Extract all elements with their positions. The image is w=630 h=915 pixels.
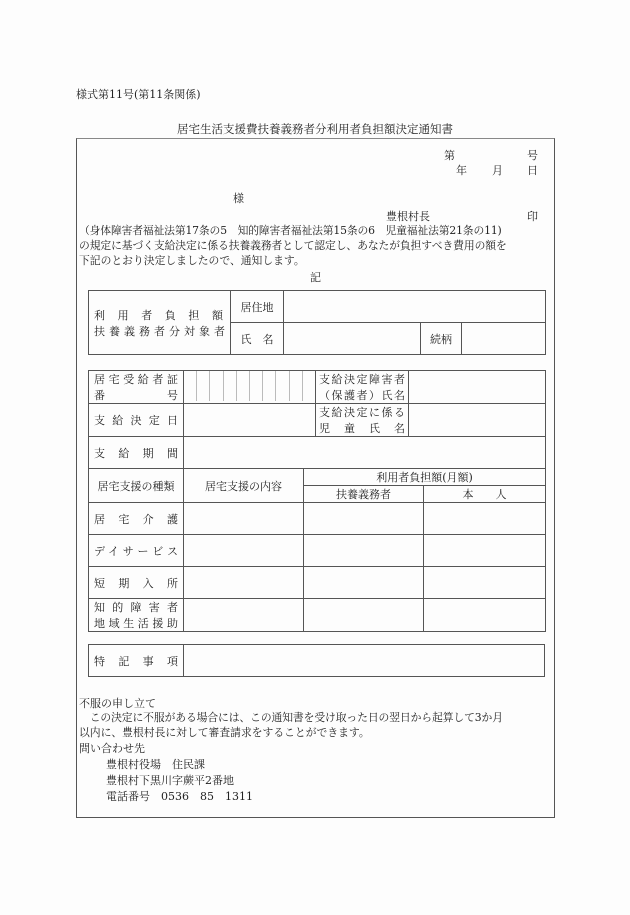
decision-person-line1: 支給決定障害者 [319,373,405,386]
body-line-3: 下記のとおり決定しましたので、通知します。 [79,254,305,267]
certificate-label-go: 号 [167,389,178,402]
seal-mark: 印 [527,210,538,223]
document-title: 居宅生活支援費扶養義務者分利用者負担額決定通知書 [177,122,453,136]
certificate-number-field[interactable] [184,371,316,404]
remarks-table [88,644,545,677]
digit-cell[interactable] [224,371,237,401]
decision-person-field[interactable] [409,371,546,404]
residence-label: 居住地 [231,291,284,323]
service-row-label: デイサービス [89,535,184,567]
service-content-field[interactable] [184,535,304,567]
digit-cell[interactable] [290,371,303,401]
number-suffix: 号 [527,149,538,162]
name-label: 氏 名 [231,323,284,355]
certificate-label-line2 [89,387,183,403]
service-content-header: 居宅支援の内容 [184,469,304,503]
contact-address: 豊根村下黒川字蕨平2番地 [106,774,234,787]
remarks-label: 特記事項 [89,645,184,677]
self-amount-field[interactable] [424,599,546,632]
service-row-label-line1: 知的障害者 [94,601,178,614]
guardian-amount-field[interactable] [304,535,424,567]
service-row-label: 短期入所 [89,567,184,599]
guardian-amount-field[interactable] [304,599,424,632]
guardian-amount-field[interactable] [304,567,424,599]
child-name-line2: 児童氏名 [319,422,405,435]
digit-cell[interactable] [237,371,250,401]
digit-cell[interactable] [276,371,289,401]
digit-cell[interactable] [210,371,223,401]
certificate-label-line1: 居宅受給者証 [94,373,178,386]
decision-date-field[interactable] [184,404,316,437]
digit-cell[interactable] [263,371,276,401]
period-field[interactable] [184,437,546,469]
child-name-field[interactable] [409,404,546,437]
service-content-field[interactable] [184,503,304,535]
self-header: 本 人 [424,486,546,503]
appeal-heading: 不服の申し立て [79,697,156,710]
year-label: 年 [456,164,467,177]
appeal-line-2: 以内に、豊根村長に対して審査請求をすることができます。 [79,726,370,739]
service-row-label: 居宅介護 [89,503,184,535]
residence-field[interactable] [284,291,546,323]
service-row-label-line2: 地域生活援助 [94,617,178,630]
contact-heading: 問い合わせ先 [79,742,145,755]
relation-label: 続柄 [421,323,462,355]
body-line-2: の規定に基づく支給決定に係る扶養義務者として認定し、あなたが負担すべき費用の額を [79,239,507,252]
child-name-line1: 支給決定に係る [319,406,405,419]
service-table [88,370,546,632]
service-content-field[interactable] [184,599,304,632]
service-content-field[interactable] [184,567,304,599]
digit-cell[interactable] [184,371,197,401]
target-label-line1: 利用者負担額 [94,308,225,322]
appeal-line-1: この決定に不服がある場合には、この通知書を受け取った日の翌日から起算して3か月 [79,711,503,724]
period-label: 支給期間 [89,437,184,469]
issuer: 豊根村長 [386,210,430,223]
certificate-digit-grid [184,371,315,403]
contact-phone: 電話番号 0536 85 1311 [106,790,253,803]
self-amount-field[interactable] [424,567,546,599]
guardian-amount-field[interactable] [304,503,424,535]
digit-cell[interactable] [303,371,315,401]
decision-person-label [316,371,409,404]
certificate-label-ban: 番 [94,389,105,402]
target-label-line2: 扶養義務者分対象者 [94,324,225,338]
remarks-field[interactable] [184,645,545,677]
body-line-1: （身体障害者福祉法第17条の5 知的障害者福祉法第15条の6 児童福祉法第21条の11) [79,224,502,237]
number-prefix: 第 [444,149,455,162]
guardian-header: 扶養義務者 [304,486,424,503]
service-type-header: 居宅支援の種類 [89,469,184,503]
self-amount-field[interactable] [424,535,546,567]
ki-label: 記 [310,271,321,284]
recipient-table [88,290,546,355]
burden-header: 利用者負担額(月額) [304,469,546,486]
name-field[interactable] [284,323,421,355]
form-number: 様式第11号(第11条関係) [76,88,201,101]
digit-cell[interactable] [197,371,210,401]
addressee-suffix: 様 [233,192,244,205]
certificate-label [89,371,184,404]
day-label: 日 [527,164,538,177]
decision-date-label: 支給決定日 [89,404,184,437]
self-amount-field[interactable] [424,503,546,535]
relation-field[interactable] [462,323,546,355]
target-label-cell [89,291,231,355]
child-name-label [316,404,409,437]
contact-office: 豊根村役場 住民課 [106,758,205,771]
month-label: 月 [492,164,503,177]
digit-cell[interactable] [250,371,263,401]
service-row-label [89,599,184,632]
decision-person-line2: （保護者）氏名 [319,389,405,402]
